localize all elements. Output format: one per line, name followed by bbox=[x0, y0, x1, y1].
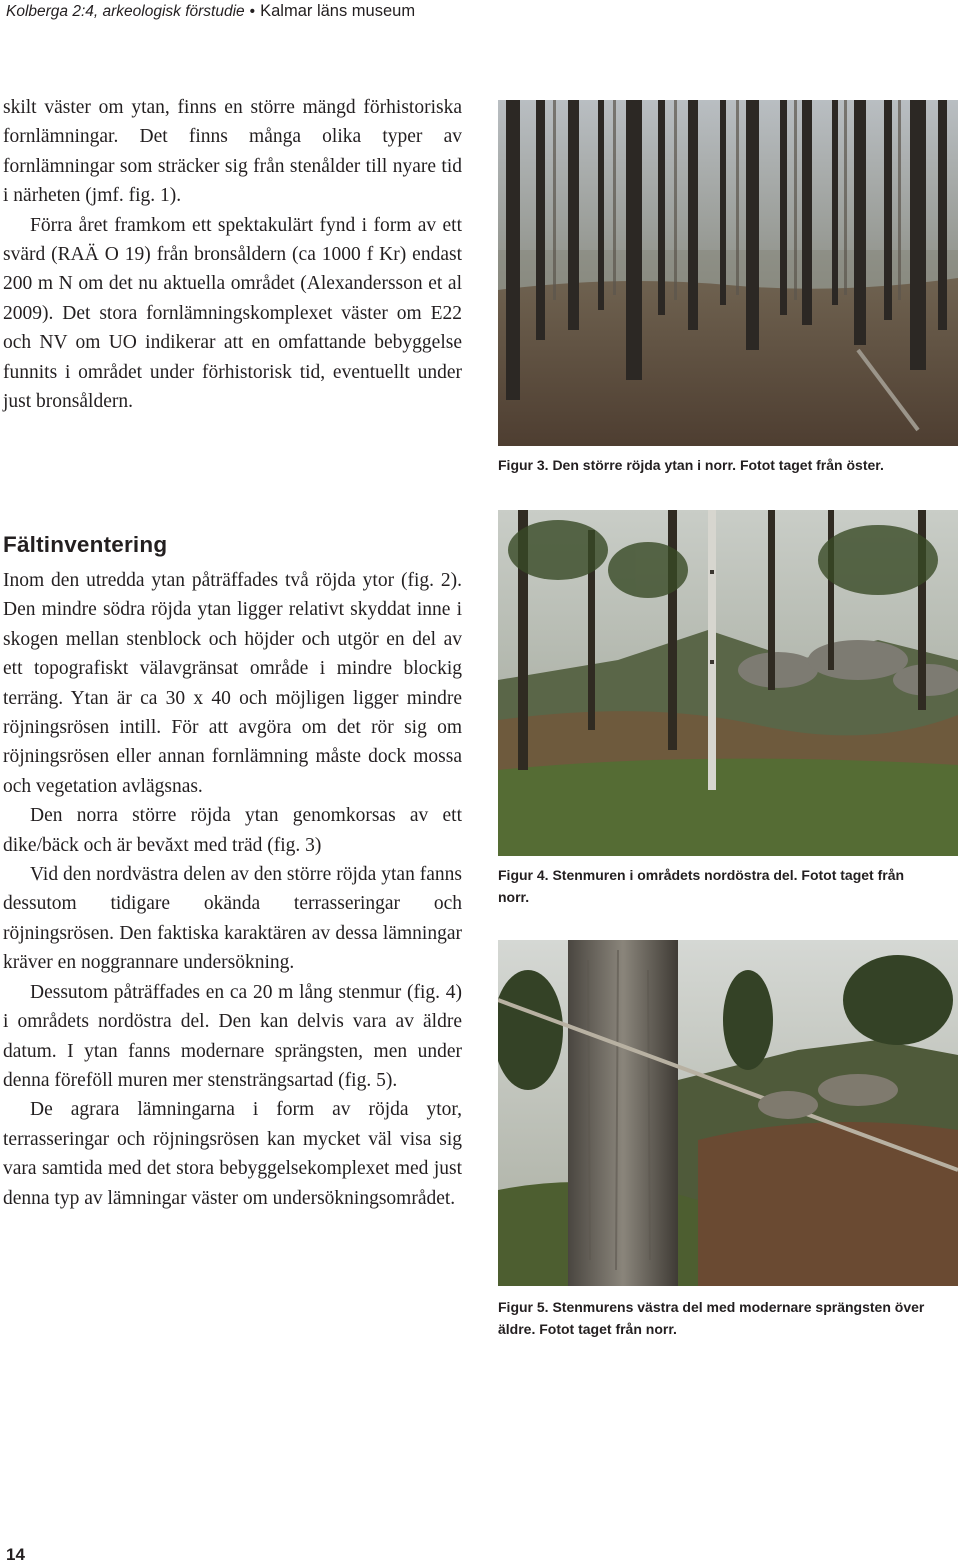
figure-5-photo bbox=[498, 940, 958, 1286]
header-separator: • bbox=[249, 3, 256, 20]
section-paragraph-1: Inom den utredda ytan påträffades två röjda ytor (fig. 2). Den mindre södra röjda ytan ligger relativt skyddat inne i skogen mellan stenblock och höjder och utgör en del av ett topografiskt välavgränsat område i mindre blockig terräng. Ytan är ca 30 x 40 och möjligen ligger mindre röjningsrösen intill. För att avgöra om det rör sig om röjningsrösen eller annan fornlämning måste dock mossa och vegetation avlägsnas. bbox=[3, 570, 462, 797]
intro-paragraph-1: skilt väster om ytan, finns en större mängd förhistoriska fornlämningar. Det finns många olika typer av fornlämningar som sträcker sig från stenålder till nyare tid i närheten (jmf. fig. 1). bbox=[3, 97, 462, 207]
section-text bbox=[3, 566, 462, 1213]
figure-5-caption: Figur 5. Stenmurens västra del med modernare sprängsten över äldre. Fotot taget från norr. bbox=[498, 1299, 925, 1337]
running-header bbox=[6, 0, 415, 22]
document-title: Kolberga 2:4, arkeologisk förstudie bbox=[6, 3, 245, 20]
figure-4-caption: Figur 4. Stenmuren i områdets nordöstra del. Fotot taget från norr. bbox=[498, 867, 905, 905]
section-paragraph-4: Dessutom påträffades en ca 20 m lång stenmur (fig. 4) i områdets nordöstra del. Den kan delvis vara av äldre datum. I ytan fanns modernare sprängsten, men under denna föreföll muren mer stensträngsartad (fig. 5). bbox=[3, 981, 462, 1091]
figure-3-photo bbox=[498, 100, 958, 446]
figure-4-photo bbox=[498, 510, 958, 856]
organization-name: Kalmar läns museum bbox=[260, 2, 416, 20]
intro-paragraph-2: Förra året framkom ett spektakulärt fynd i form av ett svärd (RAÄ O 19) från bronsåldern (ca 1000 f Kr) endast 200 m N om det nu aktuella området (Alexandersson et al 2009). Det stora fornlämningskomplexet väster om E22 och NV om UO indikerar att en omfattande bebyggelse funnits i området under förhistorisk tid, eventuellt under just bronsåldern. bbox=[3, 214, 462, 413]
figure-3-caption: Figur 3. Den större röjda ytan i norr. Fotot taget från öster. bbox=[498, 457, 884, 473]
section-paragraph-5: De agrara lämningarna i form av röjda ytor, terrasseringar och röjningsrösen kan mycket väl visa sig vara samtida med det stora bebyggelsekomplexet med just denna typ av lämningar väster om undersökningsområdet. bbox=[3, 1099, 462, 1209]
intro-text bbox=[3, 93, 462, 416]
page-number: 14 bbox=[6, 1545, 25, 1564]
section-heading: Fältinventering bbox=[3, 532, 168, 557]
section-paragraph-2: Den norra större röjda ytan genomkorsas av ett dike/bäck och är bevăxt med träd (fig. 3) bbox=[3, 805, 462, 856]
section-paragraph-3: Vid den nordvästra delen av den större röjda ytan fanns dessutom tidigare okända terrasseringar och röjningsrösen. Den faktiska karaktären av dessa lämningar kräver en noggrannare undersökning. bbox=[3, 864, 462, 974]
